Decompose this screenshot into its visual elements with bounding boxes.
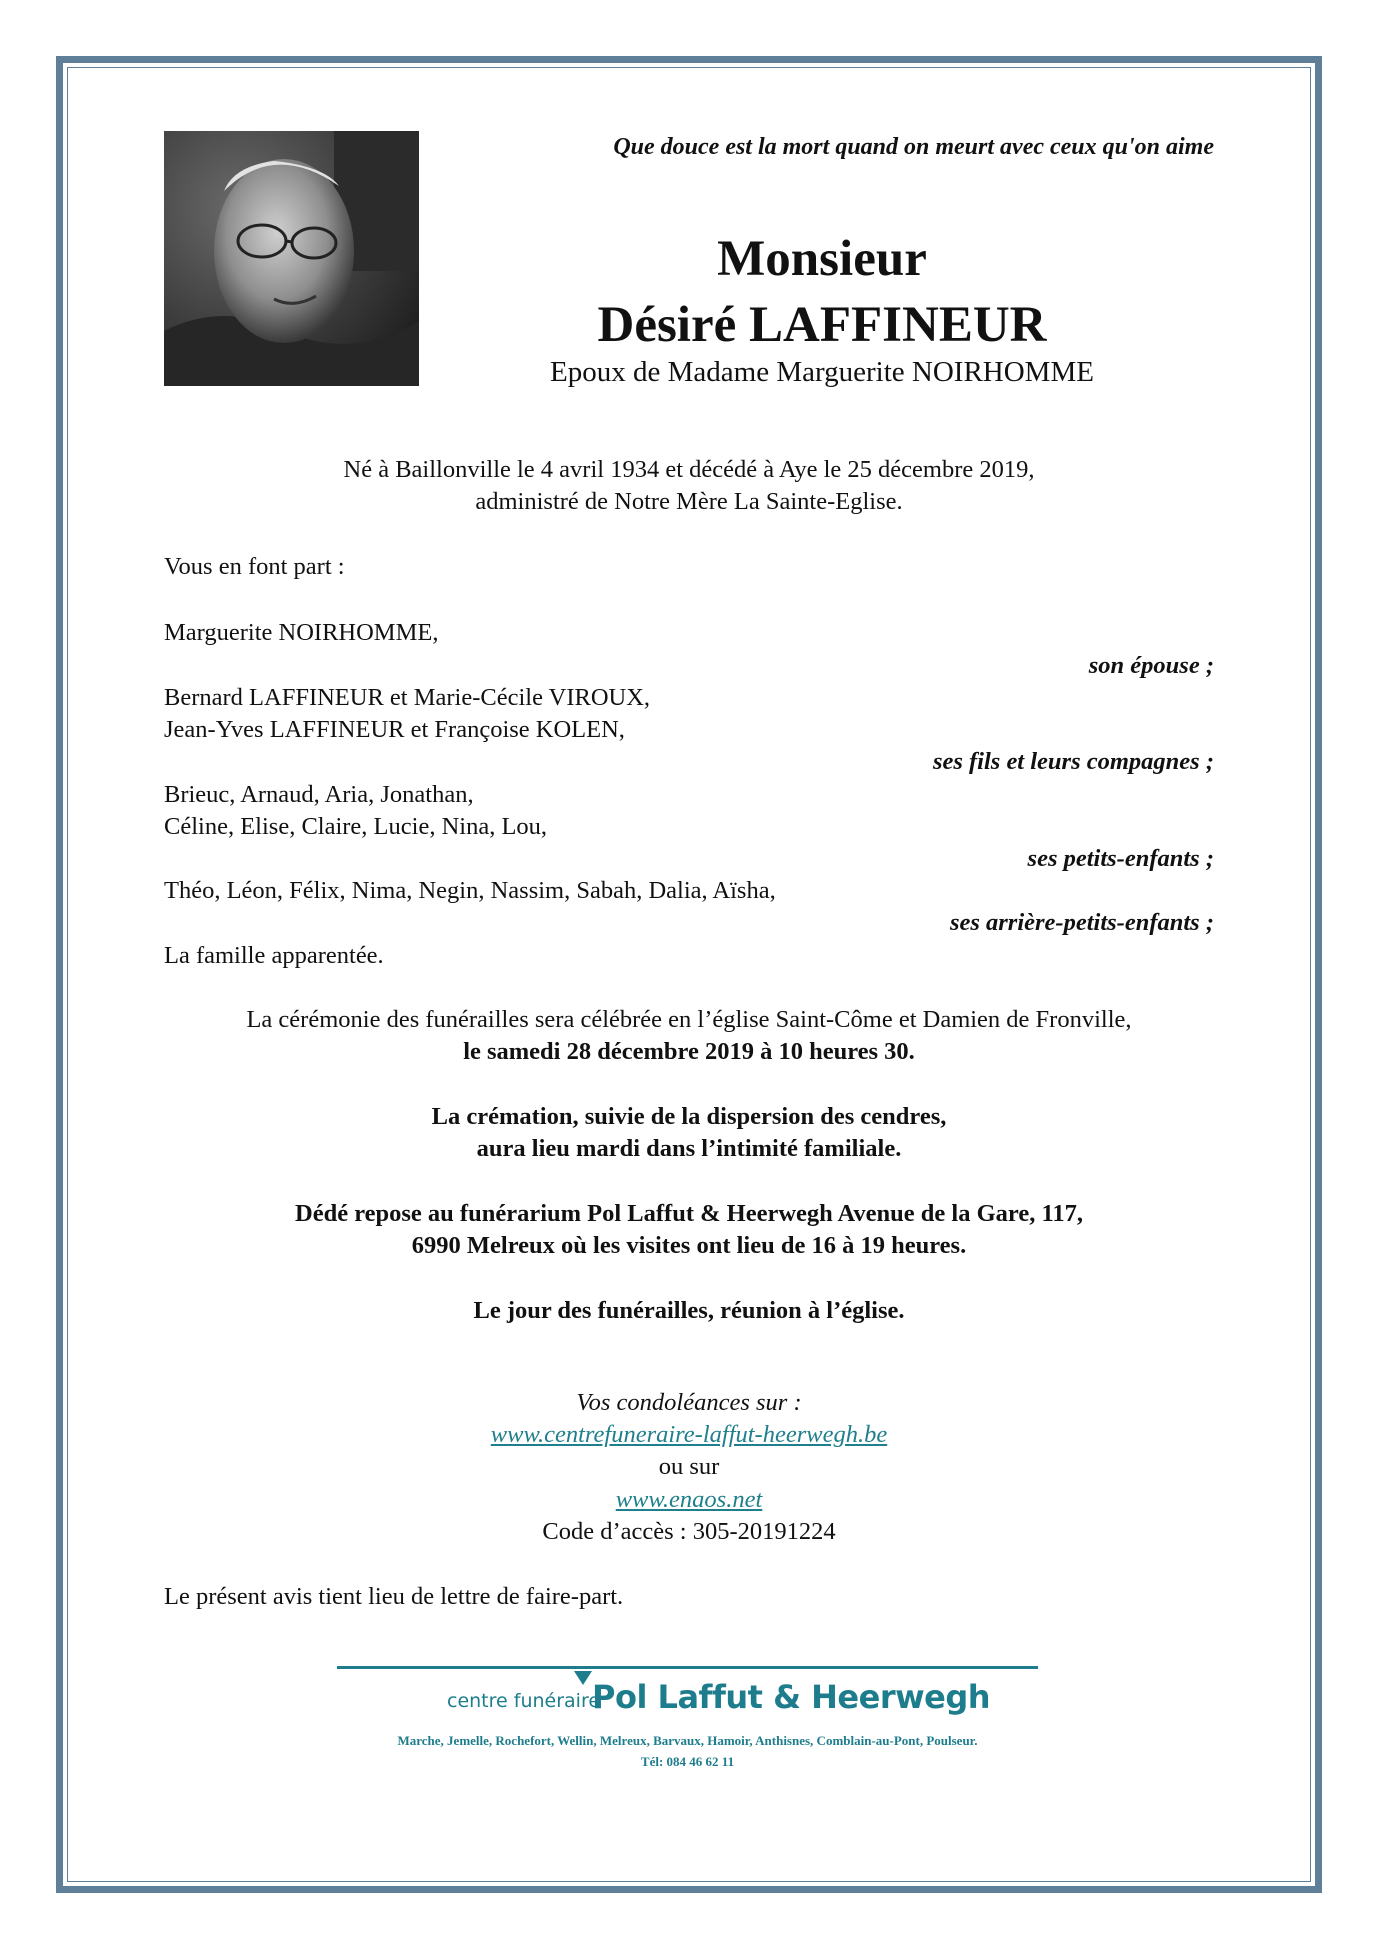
logo-tel: Tél: 084 46 62 11 — [640, 1754, 735, 1769]
announcement-intro: Vous en font part : — [164, 553, 345, 580]
visitation-line-2: 6990 Melreux où les visites ont lieu de 16 à 19 heures. — [411, 1232, 967, 1259]
visitation-line-1: Dédé repose au funérarium Pol Laffut & Heerwegh Avenue de la Gare, 117, — [295, 1200, 1083, 1227]
family-grandchildren-1: Brieuc, Arnaud, Aria, Jonathan, — [164, 781, 474, 808]
epigraph: Que douce est la mort quand on meurt avec ceux qu'on aime — [613, 134, 1214, 160]
portrait-photo — [164, 131, 419, 386]
birth-death-line: Né à Baillonville le 4 avril 1934 et décédé à Aye le 25 décembre 2019, — [343, 456, 1035, 483]
family-grandchildren-2: Céline, Elise, Claire, Lucie, Nina, Lou, — [164, 813, 548, 840]
relation-grandchildren: ses petits-enfants ; — [1027, 845, 1214, 872]
notice-line: Le présent avis tient lieu de lettre de faire-part. — [164, 1583, 624, 1610]
logo-triangle-icon — [574, 1671, 592, 1685]
condolences-link-1-row — [164, 1419, 1214, 1451]
logo-name: Pol Laffut & Heerwegh — [592, 1678, 991, 1716]
condolences-or: ou sur — [658, 1453, 720, 1480]
deceased-name: Désiré LAFFINEUR — [597, 297, 1047, 353]
relation-spouse: son épouse ; — [1088, 652, 1214, 679]
condolences-link-2-row — [164, 1484, 1214, 1516]
cremation-line-1: La crémation, suivie de la dispersion des cendres, — [431, 1103, 947, 1130]
cremation-line-2: aura lieu mardi dans l’intimité familiale. — [476, 1135, 902, 1162]
relation-great-grandchildren: ses arrière-petits-enfants ; — [949, 909, 1214, 936]
family-son-2: Jean-Yves LAFFINEUR et Françoise KOLEN, — [164, 716, 625, 743]
honorific: Monsieur — [717, 231, 927, 287]
condolences-link-1[interactable]: www.centrefuneraire-laffut-heerwegh.be — [490, 1421, 888, 1448]
logo-towns: Marche, Jemelle, Rochefort, Wellin, Melreux, Barvaux, Hamoir, Anthisnes, Comblain-au-Pont, Poulseur. — [397, 1733, 978, 1748]
family-closing: La famille apparentée. — [164, 942, 384, 969]
logo-prefix: centre funéraire — [447, 1690, 601, 1712]
relation-sons: ses fils et leurs compagnes ; — [932, 748, 1214, 775]
logo-rule — [337, 1666, 1038, 1669]
sacrament-line: administré de Notre Mère La Sainte-Eglise. — [475, 488, 903, 515]
family-great-grandchildren: Théo, Léon, Félix, Nima, Negin, Nassim, Sabah, Dalia, Aïsha, — [164, 877, 776, 904]
family-spouse-name: Marguerite NOIRHOMME, — [164, 619, 439, 646]
condolences-link-2[interactable]: www.enaos.net — [615, 1486, 763, 1513]
access-code: Code d’accès : 305-20191224 — [542, 1518, 836, 1545]
family-son-1: Bernard LAFFINEUR et Marie-Cécile VIROUX, — [164, 684, 651, 711]
ceremony-line-2: le samedi 28 décembre 2019 à 10 heures 30. — [463, 1038, 915, 1065]
gathering-line: Le jour des funérailles, réunion à l’église. — [473, 1297, 905, 1324]
spouse-line: Epoux de Madame Marguerite NOIRHOMME — [550, 356, 1094, 388]
condolences-intro: Vos condoléances sur : — [576, 1389, 802, 1416]
ceremony-line-1: La cérémonie des funérailles sera célébrée en l’église Saint-Côme et Damien de Fronville, — [246, 1006, 1132, 1033]
